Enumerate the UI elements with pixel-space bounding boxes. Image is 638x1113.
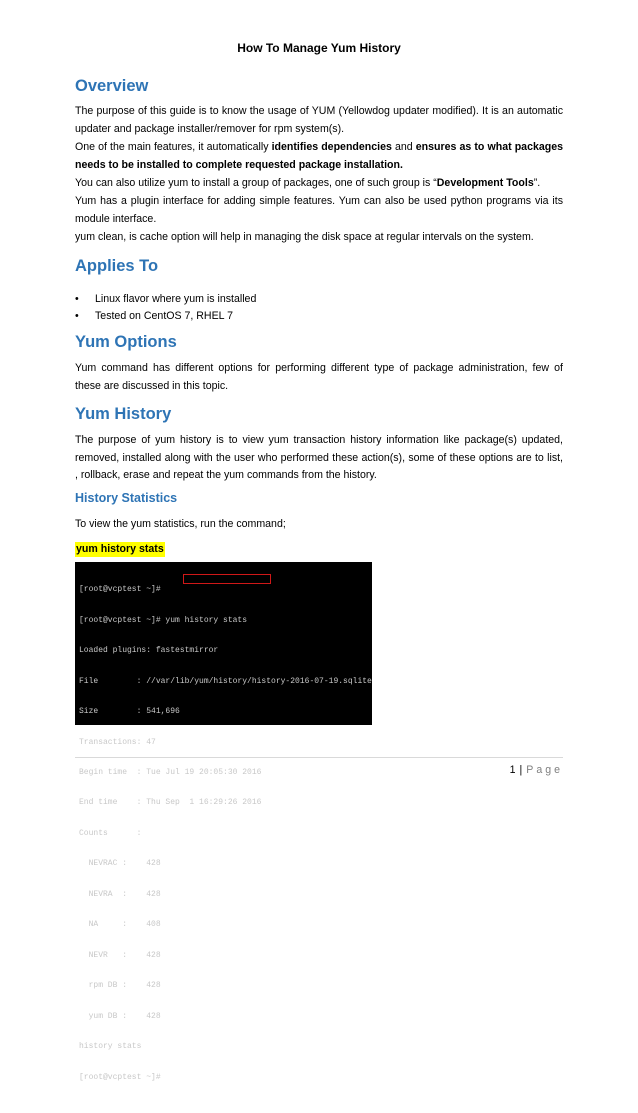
applies-to-list [75,291,256,325]
overview-heading: Overview [75,77,149,95]
terminal-line: [root@vcptest ~]# [79,1072,161,1082]
history-statistics-heading: History Statistics [75,491,178,505]
overview-p3-bold-dev-tools: Development Tools [436,177,534,189]
overview-p2-bold-ensures: ensures as to what packages needs to be installed to complete requested package installation. [75,141,564,171]
terminal-line: rpm DB : 428 [79,981,161,991]
terminal-line: End time : Thu Sep 1 16:29:26 2016 [79,798,262,808]
footer-divider [75,757,563,758]
yum-history-heading: Yum History [75,405,172,423]
overview-p3-text-a: You can also utilize yum to install a group of packages, one of such group is “ [75,177,437,189]
terminal-line: Begin time : Tue Jul 19 20:05:30 2016 [79,768,262,778]
overview-paragraph-2 [75,139,563,174]
terminal-line: NEVRAC : 428 [79,859,161,869]
overview-paragraph-4: Yum has a plugin interface for adding simple features. Yum can also be used python programs via its module interface. [75,195,563,225]
overview-p2-text-a: One of the main features, it automatically [75,141,272,153]
list-item: • Linux flavor where yum is installed [75,291,256,308]
terminal-line: Transactions: 47 [79,737,156,747]
page-label: Page [526,764,563,776]
footer-separator: | [519,764,523,776]
terminal-line: Counts : [79,828,142,838]
overview-paragraph-1: The purpose of this guide is to know the usage of YUM (Yellowdog updater modified). It is an automatic updater and package installer/remover for rpm system(s). [75,105,563,135]
command-label: yum history stats [76,543,164,555]
terminal-screenshot [75,562,372,1082]
terminal-line: File : //var/lib/yum/history/history-2016-07-19.sqlite [79,676,372,686]
terminal-line: NEVR : 428 [79,950,161,960]
overview-p2-text-c: and [391,141,416,153]
page-number: 1 [509,764,516,776]
terminal-line: Loaded plugins: fastestmirror [79,646,219,656]
yum-history-paragraph: The purpose of yum history is to view yum transaction history information like package(s) updated, removed, installed along with the user who performed these action(s), some of these options are to list, , rollback, erase and repeat the yum commands from the history. [75,434,563,481]
page-footer [0,764,563,776]
applies-to-heading: Applies To [75,257,159,275]
overview-p2-bold-dependencies: identifies dependencies [271,141,392,153]
overview-paragraph-3 [75,175,563,193]
command-highlight-box [183,574,271,584]
yum-options-paragraph: Yum command has different options for performing different type of package administration, few of these are discussed in this topic. [75,362,563,392]
yum-options-heading: Yum Options [75,333,177,351]
history-statistics-paragraph: To view the yum statistics, run the command; [75,518,286,530]
terminal-line: NA : 408 [79,920,161,930]
list-item: • Tested on CentOS 7, RHEL 7 [75,308,256,325]
terminal-line: history stats [79,1042,142,1052]
terminal-line: NEVRA : 428 [79,889,161,899]
terminal-line: [root@vcptest ~]# yum history stats [79,615,248,625]
terminal-line: Size : 541,696 [79,707,180,717]
terminal-line: [root@vcptest ~]# [79,585,161,595]
overview-p3-text-c: ”. [533,177,541,189]
document-title: How To Manage Yum History [237,41,401,55]
overview-paragraph-5: yum clean, is cache option will help in managing the disk space at regular intervals on the system. [75,231,534,243]
terminal-line: yum DB : 428 [79,1011,161,1021]
